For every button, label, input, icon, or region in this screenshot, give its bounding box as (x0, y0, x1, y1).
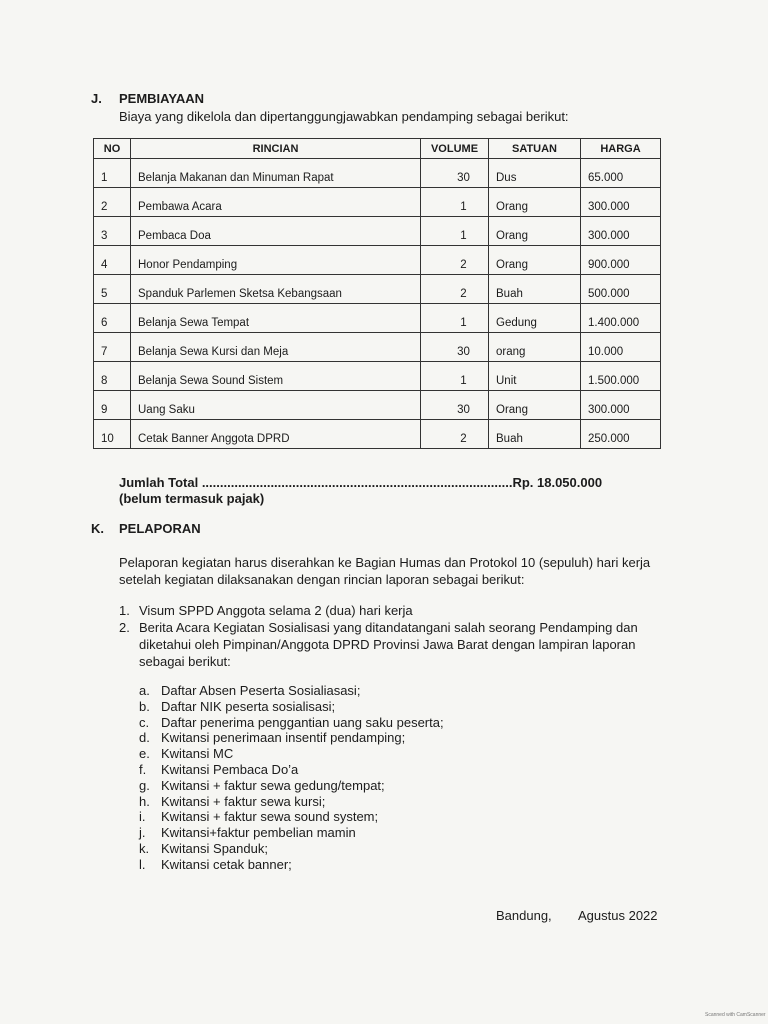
table-header-cell: VOLUME (421, 139, 489, 159)
numbered-item-text: diketahui oleh Pimpinan/Anggota DPRD Provinsi Jawa Barat dengan lampiran laporan (139, 637, 636, 652)
cell-volume: 1 (421, 217, 489, 246)
lettered-item-letter: g. (139, 777, 150, 793)
cell-harga: 65.000 (581, 159, 661, 188)
lettered-item-text: Kwitansi Pembaca Do’a (161, 762, 299, 777)
section-k-paragraph: Pelaporan kegiatan harus diserahkan ke Bagian Humas dan Protokol 10 (sepuluh) hari kerja setelah kegiatan dilaksanakan dengan rincian laporan sebagai berikut: (119, 555, 651, 587)
lettered-item-text: Kwitansi penerimaan insentif pendamping; (161, 730, 406, 746)
signature-date: Agustus 2022 (578, 908, 658, 923)
numbered-item-number: 1. (119, 603, 130, 618)
cell-rincian: Spanduk Parlemen Sketsa Kebangsaan (131, 275, 421, 304)
lettered-item-letter: j. (139, 825, 146, 841)
lettered-item-text: Kwitansi + faktur sewa sound system; (161, 809, 379, 825)
numbered-item-text: Visum SPPD Anggota selama 2 (dua) hari kerja (139, 603, 413, 618)
lettered-item-letter: e. (139, 746, 150, 762)
cell-harga: 1.500.000 (581, 362, 661, 391)
cell-rincian: Pembawa Acara (131, 188, 421, 217)
cell-no: 7 (94, 333, 131, 362)
cell-no: 3 (94, 217, 131, 246)
table-row (94, 217, 661, 246)
cost-table (93, 138, 661, 449)
table-row (94, 275, 661, 304)
cell-satuan: orang (489, 333, 581, 362)
scanner-watermark: Scanned with CamScanner (705, 1012, 766, 1018)
total-line: Jumlah Total ......................................................................................Rp. 18.050.000 (119, 475, 603, 490)
table-row (94, 333, 661, 362)
table-row (94, 420, 661, 449)
cell-satuan: Buah (489, 275, 581, 304)
lettered-item-letter: f. (139, 762, 147, 777)
cell-volume: 1 (421, 362, 489, 391)
lettered-item-letter: l. (139, 856, 146, 872)
cell-harga: 10.000 (581, 333, 661, 362)
cell-no: 5 (94, 275, 131, 304)
cell-no: 2 (94, 188, 131, 217)
lettered-item-text: Kwitansi MC (161, 746, 234, 762)
cell-harga: 300.000 (581, 391, 661, 420)
section-j-title: PEMBIAYAAN (119, 91, 205, 106)
table-header-row (94, 139, 661, 159)
lettered-item-letter: c. (139, 714, 150, 730)
section-k-title: PELAPORAN (119, 521, 201, 536)
signature-place: Bandung, (496, 908, 552, 923)
cell-rincian: Belanja Makanan dan Minuman Rapat (131, 159, 421, 188)
numbered-item-number: 2. (119, 620, 130, 635)
cell-no: 8 (94, 362, 131, 391)
cell-no: 9 (94, 391, 131, 420)
cell-volume: 2 (421, 246, 489, 275)
lettered-item-text: Kwitansi + faktur sewa kursi; (161, 793, 326, 809)
table-header-cell: SATUAN (489, 139, 581, 159)
cell-satuan: Buah (489, 420, 581, 449)
table-row (94, 391, 661, 420)
cell-harga: 250.000 (581, 420, 661, 449)
table-header-cell: NO (94, 139, 131, 159)
lettered-item-text: Kwitansi Spanduk; (161, 841, 268, 856)
cell-volume: 2 (421, 420, 489, 449)
cell-rincian: Pembaca Doa (131, 217, 421, 246)
section-j-intro: Biaya yang dikelola dan dipertanggungjawabkan pendamping sebagai berikut: (119, 109, 569, 124)
cell-harga: 300.000 (581, 217, 661, 246)
table-row (94, 188, 661, 217)
cell-rincian: Cetak Banner Anggota DPRD (131, 420, 421, 449)
cell-no: 1 (94, 159, 131, 188)
cell-harga: 1.400.000 (581, 304, 661, 333)
cell-rincian: Belanja Sewa Tempat (131, 304, 421, 333)
cell-volume: 1 (421, 304, 489, 333)
total-note: (belum termasuk pajak) (119, 491, 265, 506)
lettered-item-text: Kwitansi+faktur pembelian mamin (161, 825, 356, 841)
table-row (94, 304, 661, 333)
cell-no: 4 (94, 246, 131, 275)
section-j-number: J. (91, 91, 102, 106)
cell-volume: 30 (421, 333, 489, 362)
lettered-item-text: Kwitansi cetak banner; (161, 856, 292, 872)
cell-harga: 300.000 (581, 188, 661, 217)
numbered-item-text: Berita Acara Kegiatan Sosialisasi yang ditandatangani salah seorang Pendamping dan (139, 620, 638, 635)
section-k-number: K. (91, 521, 104, 536)
cell-harga: 900.000 (581, 246, 661, 275)
lettered-item-text: Kwitansi + faktur sewa gedung/tempat; (161, 777, 385, 793)
lettered-item-letter: h. (139, 793, 150, 809)
cell-rincian: Uang Saku (131, 391, 421, 420)
cell-volume: 1 (421, 188, 489, 217)
cell-no: 10 (94, 420, 131, 449)
cell-no: 6 (94, 304, 131, 333)
cell-rincian: Belanja Sewa Kursi dan Meja (131, 333, 421, 362)
table-row (94, 159, 661, 188)
cell-satuan: Gedung (489, 304, 581, 333)
cell-harga: 500.000 (581, 275, 661, 304)
table-row (94, 362, 661, 391)
lettered-item-letter: k. (139, 841, 150, 856)
table-header-cell: HARGA (581, 139, 661, 159)
numbered-item-text: sebagai berikut: (139, 654, 231, 669)
cell-satuan: Orang (489, 391, 581, 420)
cell-satuan: Orang (489, 217, 581, 246)
cell-volume: 2 (421, 275, 489, 304)
lettered-item-letter: a. (139, 683, 150, 698)
cell-satuan: Orang (489, 188, 581, 217)
cell-rincian: Honor Pendamping (131, 246, 421, 275)
table-row (94, 246, 661, 275)
lettered-item-letter: i. (139, 809, 146, 825)
table-header-cell: RINCIAN (131, 139, 421, 159)
cell-satuan: Dus (489, 159, 581, 188)
cell-satuan: Orang (489, 246, 581, 275)
cell-satuan: Unit (489, 362, 581, 391)
lettered-item-text: Daftar Absen Peserta Sosialiasasi; (161, 683, 361, 698)
lettered-item-text: Daftar NIK peserta sosialisasi; (161, 698, 336, 714)
lettered-item-letter: b. (139, 698, 150, 714)
cell-volume: 30 (421, 391, 489, 420)
cell-volume: 30 (421, 159, 489, 188)
cell-rincian: Belanja Sewa Sound Sistem (131, 362, 421, 391)
lettered-item-text: Daftar penerima penggantian uang saku peserta; (161, 714, 444, 730)
lettered-item-letter: d. (139, 730, 150, 746)
